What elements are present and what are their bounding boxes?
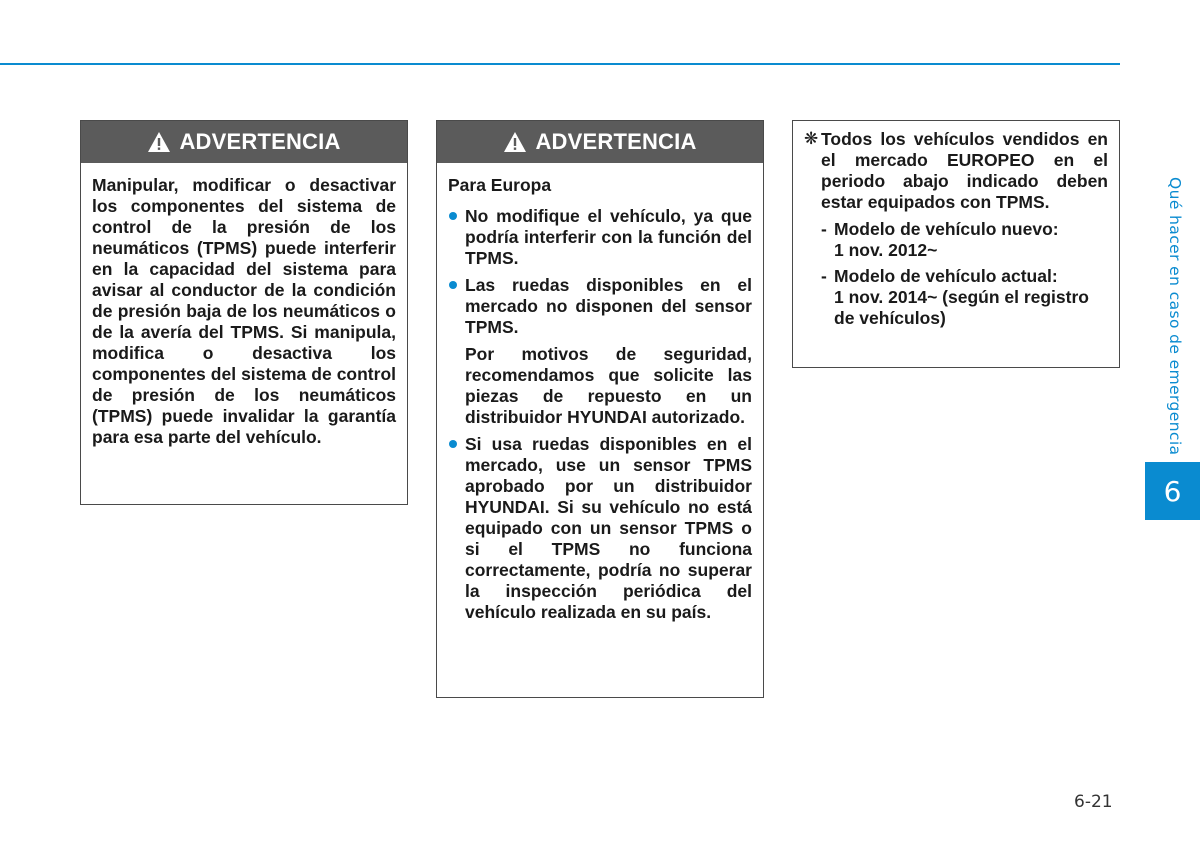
warning-triangle-icon [147, 131, 171, 153]
asterisk-mark-icon: ❋ [804, 129, 819, 149]
dash-marker: - [821, 219, 827, 239]
list-item-label: Modelo de vehículo nuevo: [834, 219, 1059, 239]
section-title-vertical: Qué hacer en caso de emergencia [1166, 177, 1184, 456]
warning-box-tampering [80, 120, 408, 505]
dash-marker: - [821, 266, 827, 286]
note-paragraph [804, 129, 1108, 213]
bullet-dot-icon [449, 212, 457, 220]
note-text: Todos los vehículos vendidos en el mercado EUROPEO en el periodo abajo indicado deben estar equipados con TPMS. [821, 129, 1108, 212]
list-item-value: 1 nov. 2012~ [834, 240, 938, 260]
safety-recommendation: Por motivos de seguridad, recomendamos que solicite las piezas de repuesto en un distribuidor HYUNDAI autorizado. [465, 344, 752, 427]
chapter-number-tab: 6 [1145, 462, 1200, 520]
list-item [821, 266, 1108, 329]
list-item [448, 434, 752, 623]
list-item [448, 206, 752, 269]
list-item-text: Si usa ruedas disponibles en el mercado, use un sensor TPMS aprobado por un distribuidor HYUNDAI. Si su vehículo no está equipado con un sensor TPMS o si el TPMS no funciona correctamente, podría no superar la inspección periódica del vehículo realizada en su país. [465, 434, 752, 622]
list-item-text: Las ruedas disponibles en el mercado no disponen del sensor TPMS. [465, 275, 752, 337]
warning-header [437, 121, 763, 163]
bullet-dot-icon [449, 440, 457, 448]
note-box-tpms-dates [792, 120, 1120, 368]
warning-box-europe [436, 120, 764, 698]
bullet-dot-icon [449, 281, 457, 289]
warning-text: Manipular, modificar o desactivar los componentes del sistema de control de la presión de los neumáticos (TPMS) puede interferir en la capacidad del sistema para avisar al conductor de la condición de presión baja de los neumáticos o de la avería del TPMS. Si manipula, modifica o desactiva los componentes del sistema de control de presión de los neumáticos (TPMS) puede invalidar la garantía para esa parte del vehículo. [92, 175, 396, 447]
warning-header [81, 121, 407, 163]
page-number: 6-21 [1074, 792, 1113, 812]
list-item [821, 219, 1108, 261]
warning-triangle-icon [503, 131, 527, 153]
header-rule [0, 63, 1120, 65]
list-item-text: No modifique el vehículo, ya que podría interferir con la función del TPMS. [465, 206, 752, 268]
list-item-label: Modelo de vehículo actual: [834, 266, 1058, 286]
warning-title: ADVERTENCIA [179, 129, 341, 154]
warning-title: ADVERTENCIA [535, 129, 697, 154]
list-item-value: 1 nov. 2014~ (según el registro de vehículos) [834, 287, 1089, 328]
list-item [448, 275, 752, 338]
warning-intro: Para Europa [448, 175, 552, 195]
